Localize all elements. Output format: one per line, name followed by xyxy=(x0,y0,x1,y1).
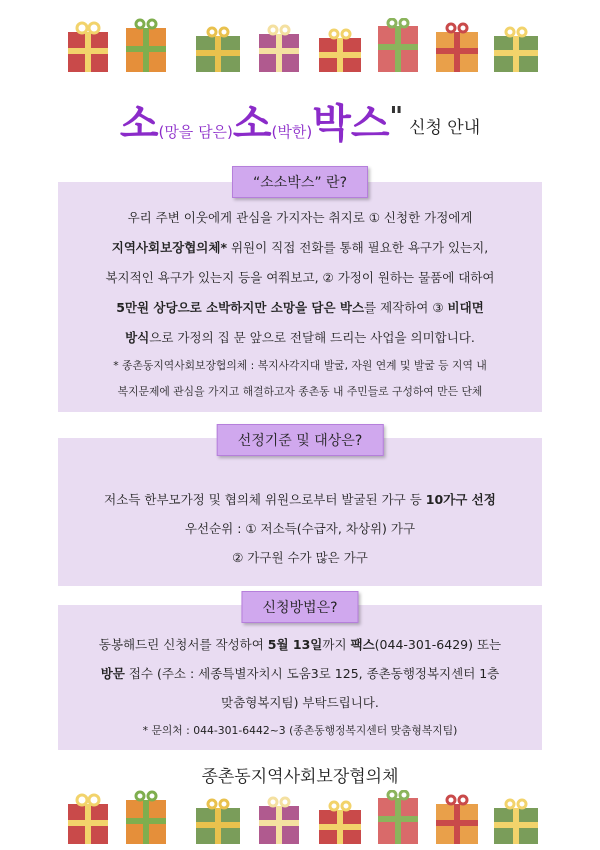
organization-name: 종촌동지역사회보장협의체 xyxy=(201,767,399,787)
what-line-2 xyxy=(58,238,542,256)
what-line-1: 우리 주변 이웃에게 관심을 가지자는 취지로 ① 신청한 가정에게 xyxy=(127,210,473,225)
apply-line-1-bold1: 5월 13일 xyxy=(267,637,323,652)
criteria-line-1 xyxy=(58,490,542,508)
what-line-5 xyxy=(58,328,542,346)
what-line-3: 복지적인 욕구가 있는지 등을 여쭤보고, ② 가정이 원하는 물품에 대하여 xyxy=(105,270,495,285)
what-line-4-mid: 를 제작하여 ③ xyxy=(364,300,448,315)
section-what-heading: “소소박스” 란? xyxy=(232,166,368,198)
apply-line-1 xyxy=(58,635,542,653)
apply-line-2 xyxy=(58,664,542,682)
what-note-1: * 종촌동지역사회보장협의체 : 복지사각지대 발굴, 자원 연계 및 발굴 등 지역 내 xyxy=(113,359,487,372)
criteria-line-2: 우선순위 : ① 저소득(수급자, 차상위) 가구 xyxy=(184,521,416,536)
what-note-2: 복지문제에 관심을 가지고 해결하고자 종촌동 내 주민들로 구성하여 만든 단체 xyxy=(117,385,483,398)
gift-border-top xyxy=(0,18,600,78)
gift-icon xyxy=(0,790,600,850)
title-quote: " xyxy=(389,102,404,132)
title-sub-1: (망을 담은) xyxy=(158,123,233,141)
section-criteria-heading: 선정기준 및 대상은? xyxy=(217,424,384,456)
gift-border-bottom xyxy=(0,790,600,850)
apply-line-1-bold2: 팩스 xyxy=(350,637,375,652)
title-so-2: 소 xyxy=(232,101,272,147)
section-apply-heading: 신청방법은? xyxy=(241,591,358,623)
title-sub-2: (박한) xyxy=(271,123,313,141)
apply-line-3: 맞춤형복지팀) 부탁드립니다. xyxy=(221,695,379,710)
page-title xyxy=(0,92,600,149)
apply-contact: * 문의처 : 044-301-6442~3 (종촌동행정복지센터 맞춤형복지팀) xyxy=(142,724,458,737)
apply-line-2-rest: 접수 (주소 : 세종특별자치시 도움3로 125, 종촌동행정복지센터 1층 xyxy=(124,666,500,681)
what-line-4-bold: 5만원 상당으로 소박하지만 소망을 담은 박스 xyxy=(116,300,365,315)
what-line-2-bold: 지역사회보장협의체* xyxy=(111,240,227,255)
title-box: 박스 xyxy=(312,101,390,147)
title-tail: 신청 안내 xyxy=(409,118,481,138)
apply-line-1-a: 동봉해드린 신청서를 작성하여 xyxy=(98,637,268,652)
criteria-line-1-bold: 10가구 선정 xyxy=(425,492,496,507)
what-line-5-bold: 방식 xyxy=(125,330,150,345)
apply-line-1-b: 까지 xyxy=(322,637,351,652)
title-so-1: 소 xyxy=(119,101,159,147)
criteria-line-3: ② 가구원 수가 많은 가구 xyxy=(232,550,368,565)
what-line-4 xyxy=(58,298,542,316)
what-line-4-bold2: 비대면 xyxy=(447,300,484,315)
gift-icon xyxy=(0,18,600,78)
apply-line-2-bold: 방문 xyxy=(100,666,125,681)
criteria-line-1-text: 저소득 한부모가정 및 협의체 위원으로부터 발굴된 가구 등 xyxy=(104,492,426,507)
what-line-2-rest: 위원이 직접 전화를 통해 필요한 욕구가 있는지, xyxy=(227,240,489,255)
apply-line-1-c: (044-301-6429) 또는 xyxy=(374,637,502,652)
what-line-5-rest: 으로 가정의 집 문 앞으로 전달해 드리는 사업을 의미합니다. xyxy=(149,330,475,345)
